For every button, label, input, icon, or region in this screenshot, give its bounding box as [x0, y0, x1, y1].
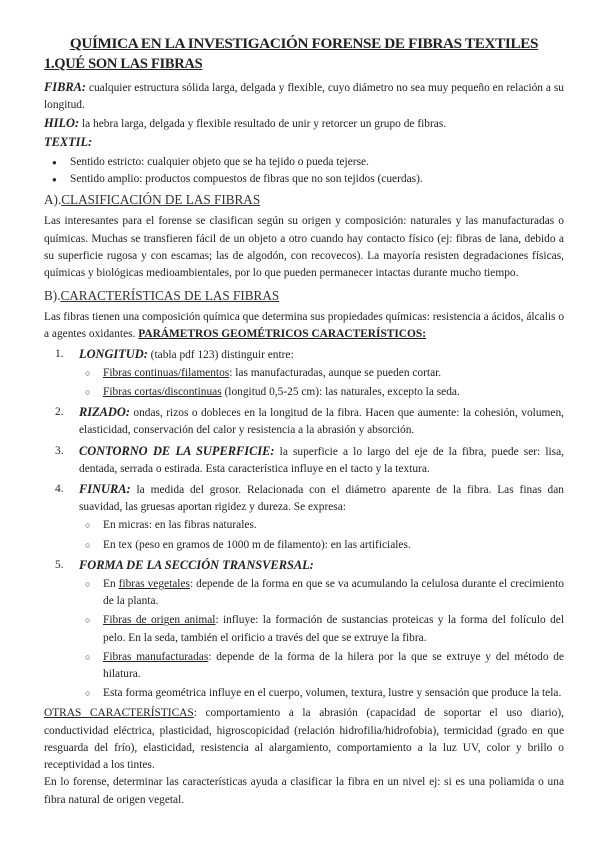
item-number: 1. — [55, 347, 64, 360]
hilo-term: HILO: — [44, 116, 80, 131]
list-item-finura — [55, 481, 564, 554]
item-text: ondas, rizos o dobleces en la longitud de la fibra. Hacen que aumente: la cohesión, volumen, elasticidad, conservación del calor y resistencia a la abrasión y absorción. — [79, 407, 564, 437]
fibra-term: FIBRA: — [44, 80, 87, 94]
list-item-contorno — [55, 443, 564, 478]
hilo-definition — [44, 115, 564, 133]
section-heading-clasificacion — [44, 191, 564, 209]
list-item-forma-seccion — [55, 557, 564, 703]
intro-text: Las fibras tienen una composición química que determina sus propiedades químicas: resistencia a ácidos, álcalis o a agentes oxidantes. — [44, 311, 565, 341]
list-item: ○ En tex (peso en gramos de 1000 m de filamento): en las artificiales. — [103, 537, 564, 554]
section-heading-que-son: 1.QUÉ SON LAS FIBRAS — [44, 56, 203, 72]
underlined-term: fibras vegetales — [118, 578, 190, 591]
sub-prefix: En — [103, 578, 119, 591]
sub-list — [79, 576, 564, 702]
list-item-longitud — [55, 346, 564, 402]
item-term: RIZADO: — [79, 405, 130, 420]
list-item-rizado — [55, 404, 564, 439]
document-page — [44, 34, 564, 809]
list-item: ● Sentido amplio: productos compuestos de fibras que no son tejidos (cuerdas). — [70, 171, 564, 188]
sub-list — [79, 365, 564, 401]
sub-text: : las manufacturadas, aunque se pueden cortar. — [229, 366, 442, 379]
list-item — [103, 365, 564, 382]
underlined-term: Fibras continuas/filamentos — [103, 366, 230, 379]
sub-text: : depende de la forma de la hilera por la que se extruye y del método de hilatura. — [103, 650, 564, 681]
otras-caracteristicas-paragraph — [44, 705, 564, 774]
section-heading-caracteristicas — [44, 287, 564, 305]
parametros-list — [44, 346, 564, 703]
params-label: PARÁMETROS GEOMÉTRICOS CARACTERÍSTICOS: — [138, 328, 427, 341]
item-term: CONTORNO DE LA SUPERFICIE: — [79, 443, 275, 458]
list-item: ○ En micras: en las fibras naturales. — [103, 517, 564, 534]
item-text: (tabla pdf 123) distinguir entre: — [147, 348, 294, 361]
list-item: ● Sentido estricto: cualquier objeto que se ha tejido o pueda tejerse. — [70, 154, 564, 171]
list-item — [103, 649, 564, 683]
section-prefix: A). — [44, 192, 62, 208]
otras-text: : comportamiento a la abrasión (capacidad de soportar el uso diario), conductividad eléctrica, plasticidad, higroscopicidad (relación hidrofilia/hidrofobia), termicidad (grado en que resguarda del frío), elasticidad, resistencia al alargamiento, comportamiento a la luz UV, color y brillo o receptividad a los tintes. — [44, 707, 564, 772]
section-prefix: B). — [44, 288, 61, 304]
item-term: LONGITUD: — [79, 346, 148, 361]
sub-text: : depende de la forma en que se va acumulando la celulosa durante el crecimiento de la planta. — [103, 578, 564, 608]
item-number: 4. — [55, 483, 64, 496]
underlined-term: Fibras cortas/discontinuas — [103, 386, 222, 399]
sub-list — [79, 517, 564, 553]
sub-text: (longitud 0,5-25 cm): las naturales, excepto la seda. — [221, 386, 460, 399]
textil-term: TEXTIL: — [44, 134, 93, 149]
hilo-text: la hebra larga, delgada y flexible resultado de unir y retorcer un grupo de fibras. — [79, 118, 447, 131]
list-item: ○ Esta forma geométrica influye en el cuerpo, volumen, textura, lustre y sensación que produce la tela. — [103, 685, 564, 702]
item-text: la medida del grosor. Relacionada con el diámetro aparente de la fibra. Las finas dan suavidad, las gruesas aportan rigidez y dureza. Se expresa: — [79, 484, 564, 514]
list-item — [103, 576, 564, 610]
item-term: FINURA: — [79, 482, 131, 497]
list-item — [103, 384, 564, 401]
item-number: 3. — [55, 444, 64, 457]
item-term: FORMA DE LA SECCIÓN TRANSVERSAL: — [79, 557, 314, 572]
item-number: 2. — [55, 406, 64, 419]
list-item — [103, 612, 564, 646]
textil-term-line — [44, 134, 564, 152]
caracteristicas-intro — [44, 309, 564, 343]
item-text: la superficie a lo largo del eje de la fibra, puede ser: lisa, dentada, serrada o estirada. Esta característica influye en el tacto y la textura. — [79, 445, 564, 475]
underlined-term: Fibras manufacturadas — [103, 650, 209, 663]
underlined-term: Fibras de origen animal — [103, 614, 216, 627]
sub-text: : influye: la formación de sustancias proteicas y la forma del folículo del pelo. En la seda, también el orificio a través del que se extruye la fibra. — [103, 614, 564, 644]
document-title: QUÍMICA EN LA INVESTIGACIÓN FORENSE DE FIBRAS TEXTILES — [69, 35, 539, 52]
section-title: CARACTERÍSTICAS DE LAS FIBRAS — [60, 288, 280, 304]
fibra-text: cualquier estructura sólida larga, delgada y flexible, cuyo diámetro no sea muy pequeño en relación a su longitud. — [44, 82, 564, 112]
clasificacion-paragraph: Las interesantes para el forense se clasifican según su origen y composición: naturales y las manufacturadas o químicas. Muchas se transfieren fácil de un objeto a otro cuando hay contacto físico (ej: fibras de lana, debido a su superficie rugosa y con escamas; las de algodón, con recovecos). La mayoría resisten degradaciones físicas, químicas y biológicas medioambientales, por lo que pueden permanecer intactas durante mucho tiempo. — [44, 215, 564, 280]
final-paragraph: En lo forense, determinar las características ayuda a clasificar la fibra en un nivel ej: si es una poliamida o una fibra natural de origen vegetal. — [44, 776, 564, 806]
otras-label: OTRAS CARACTERÍSTICAS — [44, 707, 194, 720]
fibra-definition — [44, 79, 564, 114]
textil-list — [44, 154, 564, 189]
item-number: 5. — [55, 558, 64, 571]
section-title: CLASIFICACIÓN DE LAS FIBRAS — [61, 192, 261, 208]
